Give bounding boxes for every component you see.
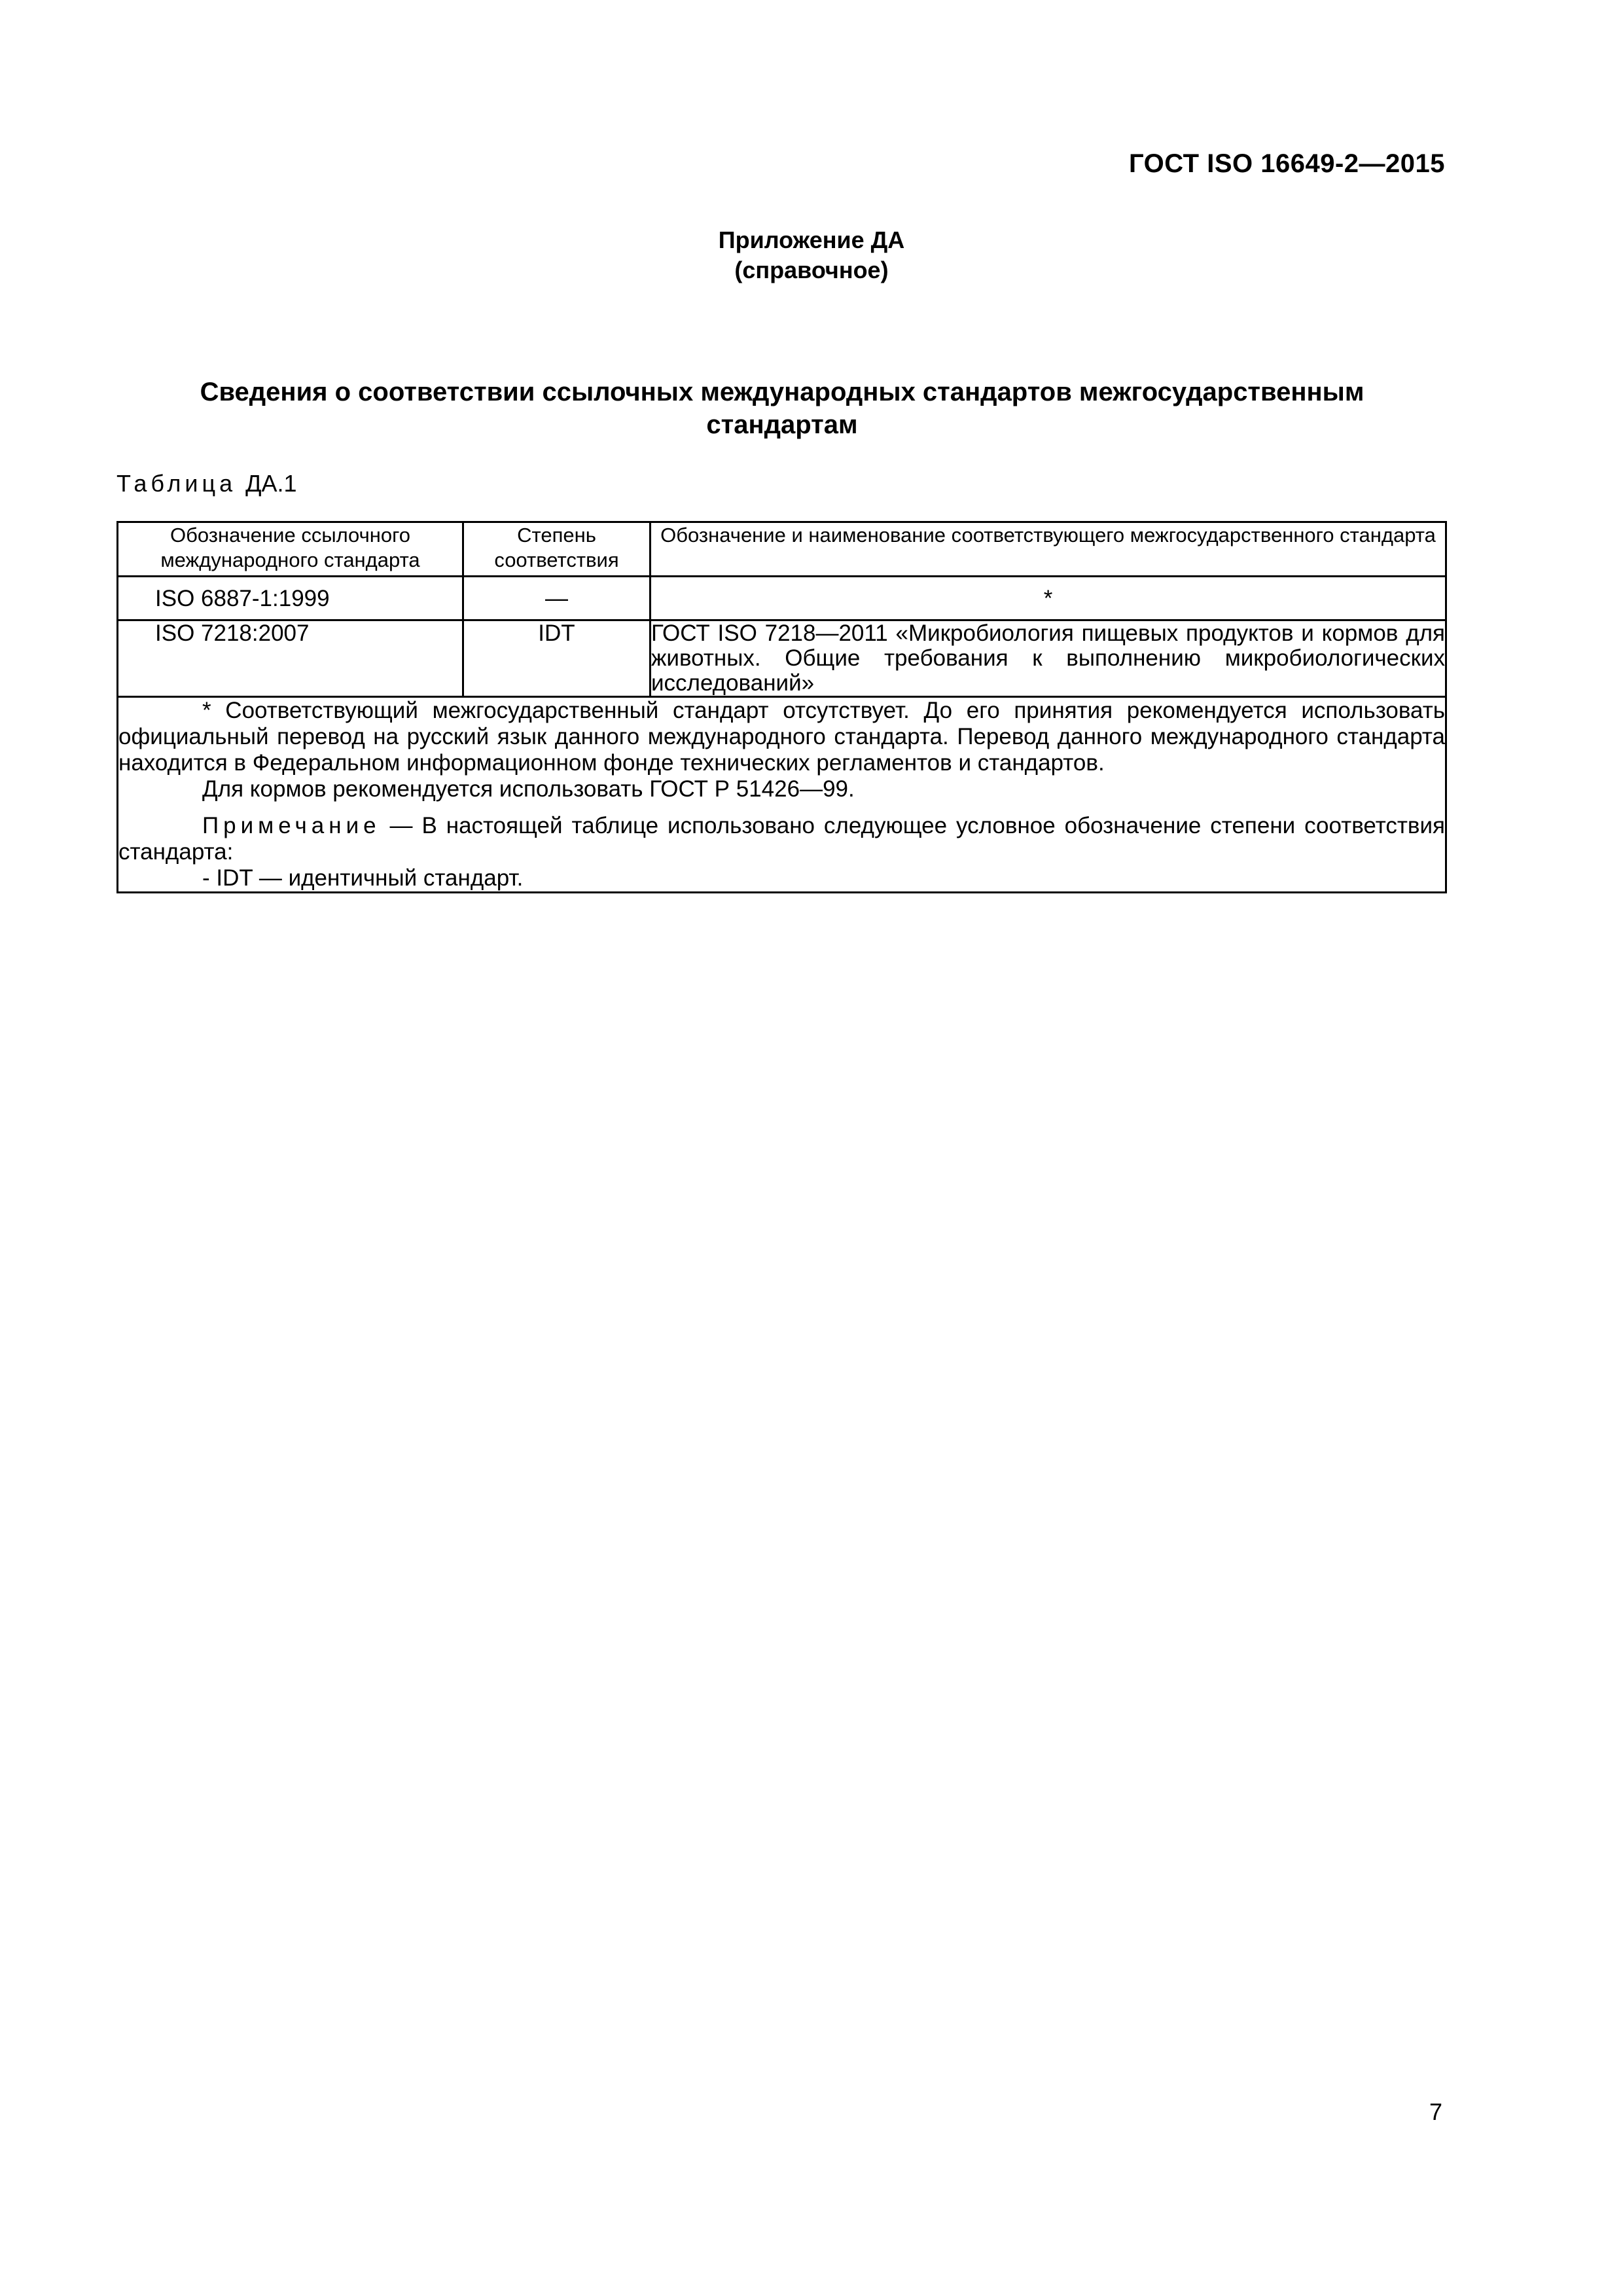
- footnote-star-text: * Соответствующий межгосударственный стандарт отсутствует. До его принятия рекомендуется использовать официальный перевод на русский язык данного международного стандарта. Перевод данного международного стандарта находится в Федеральном информационном фонде технических регламентов и стандартов.: [118, 698, 1445, 776]
- table-footnote: [118, 697, 1446, 893]
- ref-standard-value: ISO 7218:2007: [155, 620, 310, 646]
- cell-interstate-standard: ГОСТ ISO 7218—2011 «Микробиология пищевых продуктов и кормов для животных. Общие требования к выполнению микробиологических исследований»: [651, 620, 1445, 696]
- appendix-subtitle: (справочное): [734, 257, 889, 283]
- document-code: ГОСТ ISO 16649-2—2015: [1129, 149, 1445, 178]
- table-header-row: [118, 522, 1446, 577]
- cell-ref-standard: [118, 620, 463, 697]
- cell-degree: IDT: [463, 620, 651, 697]
- cell-interstate-standard: *: [651, 577, 1446, 620]
- header-interstate-standard: Обозначение и наименование соответствующего межгосударственного стандарта: [651, 522, 1446, 577]
- note-item: - IDT — идентичный стандарт.: [202, 865, 524, 891]
- table-row: [118, 620, 1446, 697]
- table-row: [118, 577, 1446, 620]
- note-text: — В настоящей таблице использовано следующее условное обозначение степени соответствия стандарта:: [118, 813, 1445, 865]
- page-number: 7: [1429, 2098, 1442, 2125]
- ref-standard-value: ISO 6887-1:1999: [155, 586, 330, 611]
- footnote-note: [118, 813, 1445, 865]
- correspondence-table: [116, 521, 1447, 893]
- section-title-line2: стандартам: [706, 410, 858, 439]
- table-footnote-row: [118, 697, 1446, 893]
- header-degree: Степень соответствия: [463, 522, 651, 577]
- cell-ref-standard: [118, 577, 463, 620]
- appendix-title: Приложение ДА: [718, 226, 905, 253]
- table-label-number: ДА.1: [245, 470, 297, 497]
- table-label-word: Таблица: [116, 470, 237, 497]
- appendix-heading: [0, 225, 1623, 285]
- footnote-feeds-text: Для кормов рекомендуется использовать ГОСТ Р 51426—99.: [202, 776, 855, 802]
- header-ref-standard: Обозначение ссылочного международного стандарта: [118, 522, 463, 577]
- note-label: Примечание: [202, 813, 381, 838]
- table-label: [116, 470, 297, 497]
- section-title: [118, 376, 1446, 441]
- cell-degree: —: [463, 577, 651, 620]
- section-title-line1: Сведения о соответствии ссылочных международных стандартов межгосударственным: [200, 378, 1364, 406]
